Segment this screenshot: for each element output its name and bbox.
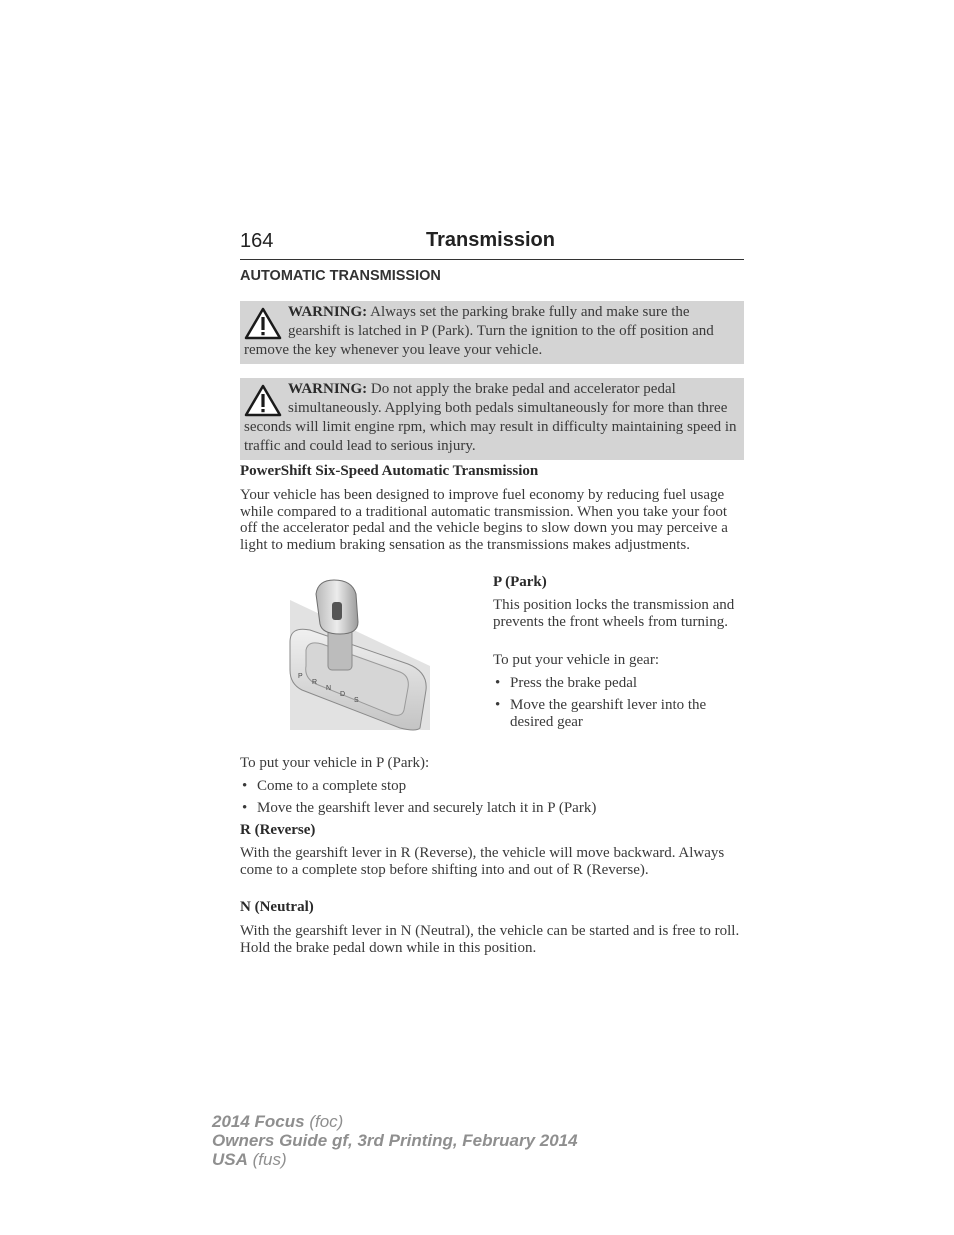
page-title: Transmission	[426, 229, 555, 251]
park-intro: To put your vehicle in P (Park):	[240, 755, 430, 771]
warning-box-pedals	[240, 378, 744, 460]
gear-letter-s: S	[354, 697, 359, 704]
warning-triangle-icon	[244, 307, 282, 341]
powershift-paragraph: Your vehicle has been designed to improve fuel economy by reducing fuel usage while compared to a traditional automatic transmission. When you take your foot off the accelerator pedal and the vehicle begins to slow down you may perceive a light to medium braking sensation as the transmissions makes adjustments.	[240, 487, 728, 553]
park-paragraph: This position locks the transmission and prevents the front wheels from turning.	[493, 597, 735, 630]
list-item: • Press the brake pedal	[493, 675, 744, 692]
footer-region: USA	[212, 1150, 248, 1169]
gear-letter-r: R	[312, 679, 318, 686]
list-item: • Move the gearshift lever into the desired gear	[493, 697, 744, 731]
gear-intro: To put your vehicle in gear:	[493, 652, 659, 668]
warning-box-parking	[240, 301, 744, 364]
neutral-heading: N (Neutral)	[240, 899, 314, 915]
powershift-heading: PowerShift Six-Speed Automatic Transmission	[240, 463, 539, 479]
gear-letter-n: N	[326, 685, 332, 692]
footer-region-code: (fus)	[252, 1150, 287, 1169]
gear-letter-p: P	[298, 673, 303, 680]
warning-text: Always set the parking brake fully and make sure the gearshift is latched in P (Park). Turn the ignition to the off position and remove the key whenever you leave your vehicle.	[244, 304, 714, 358]
section-heading: AUTOMATIC TRANSMISSION	[240, 268, 441, 284]
page-number: 164	[240, 230, 274, 252]
footer-model: 2014 Focus	[212, 1112, 305, 1131]
page-header	[240, 229, 744, 260]
reverse-heading: R (Reverse)	[240, 822, 316, 838]
warning-label: WARNING:	[288, 381, 368, 397]
gear-letter-d: D	[340, 691, 346, 698]
list-item: • Come to a complete stop	[240, 778, 744, 795]
warning-text: Do not apply the brake pedal and accelerator pedal simultaneously. Applying both pedals simultaneously for more than three seconds will limit engine rpm, which may result in difficulty maintaining speed in traffic and could lead to serious injury.	[244, 381, 737, 454]
list-item: • Move the gearshift lever and securely latch it in P (Park)	[240, 800, 744, 817]
reverse-paragraph: With the gearshift lever in R (Reverse), the vehicle will move backward. Always come to a complete stop before shifting into and out of R (Reverse).	[240, 845, 725, 878]
page-footer	[212, 1112, 578, 1169]
park-heading: P (Park)	[493, 574, 547, 590]
warning-triangle-icon	[244, 384, 282, 418]
neutral-paragraph: With the gearshift lever in N (Neutral), the vehicle can be started and is free to roll. Hold the brake pedal down while in this position.	[240, 923, 740, 956]
footer-guide: Owners Guide gf, 3rd Printing, February 2014	[212, 1131, 578, 1150]
warning-label: WARNING:	[288, 304, 368, 320]
park-steps-list	[240, 778, 744, 822]
footer-region-line	[212, 1150, 578, 1169]
gearshift-illustration	[288, 578, 436, 732]
footer-model-line	[212, 1112, 578, 1131]
gear-steps-list	[493, 675, 744, 736]
footer-model-code: (foc)	[309, 1112, 344, 1131]
